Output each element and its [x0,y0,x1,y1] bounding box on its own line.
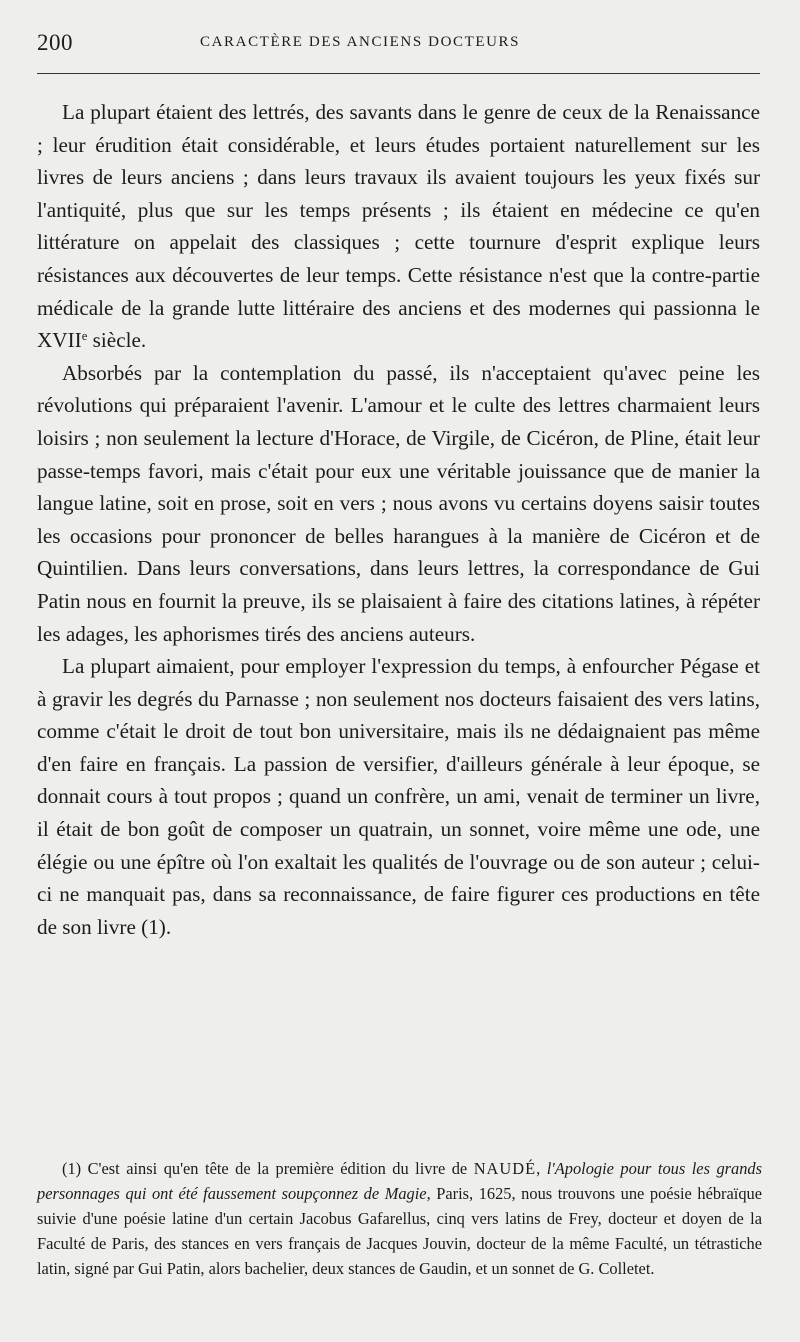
footnote-book-title: l'Apologie pour tous les grands personnages qui ont été faussement soupçonnez de Magie [37,1159,762,1204]
footnote-author: NAUDÉ [473,1159,537,1179]
main-text [37,96,760,943]
header-rule [37,73,760,74]
century-numeral: XVII [37,328,82,353]
paragraph-1 [37,96,760,357]
paragraph-2: Absorbés par la contemplation du passé, ils n'acceptaient qu'avec peine les révolutions qui préparaient l'avenir. L'amour et le culte des lettres charmaient leurs loisirs ; non seulement la lecture d'Horace, de Virgile, de Cicéron, de Pline, était leur passe-temps favori, mais c'était pour eux une véritable jouissance que de manier la langue latine, soit en prose, soit en vers ; nous avons vu certains doyens saisir toutes les occasions pour prononcer de belles harangues à la manière de Cicéron et de Quintilien. Dans leurs conversations, dans leurs lettres, la correspondance de Gui Patin nous en fournit la preuve, ils se plaisaient à faire des citations latines, à répéter les adages, les aphorismes tirés des anciens auteurs. [37,360,760,646]
footnote-rest: , Paris, 1625, nous trouvons une poésie hébraïque suivie d'une poésie latine d'un certain Jacobus Gafarellus, cinq vers latins de Frey, docteur et doyen de la Faculté de Paris, des stances en vers français de Jacques Jouvin, docteur de la même Faculté, un tétrastiche latin, signé par Gui Patin, alors bachelier, deux stances de Gaudin, et un sonnet de G. Colletet. [37,1184,762,1278]
footnote [37,1157,762,1281]
paragraph-3: La plupart aimaient, pour employer l'expression du temps, à enfourcher Pégase et à gravir les degrés du Parnasse ; non seulement nos docteurs faisaient des vers latins, comme c'était le droit de tout bon universitaire, mais ils ne dédaignaient pas même d'en faire en français. La passion de versifier, d'ailleurs générale à leur époque, se donnait cours à tout propos ; quand un confrère, un ami, venait de terminer un livre, il était de bon goût de composer un quatrain, un sonnet, voire même une ode, une élégie ou une épître où l'on exaltait les qualités de l'ouvrage ou de son auteur ; celui-ci ne manquait pas, dans sa reconnaissance, de faire figurer ces productions en tête de son livre (1). [37,654,760,939]
paragraph-1-text: La plupart étaient des lettrés, des savants dans le genre de ceux de la Renaissance ; leur érudition était considérable, et leurs études portaient naturellement sur les livres de leurs anciens ; dans leurs travaux ils avaient toujours les yeux fixés sur l'antiquité, plus que sur les temps présents ; ils étaient en médecine ce qu'en littérature on appelait des classiques ; cette tournure d'esprit explique leurs résistances aux découvertes de leur temps. Cette résistance n'est que la contre-partie médicale de la grande lutte littéraire des anciens et des modernes qui passionna le [37,100,760,320]
page-number: 200 [37,30,73,55]
running-title: CARACTÈRE DES ANCIENS DOCTEURS [200,34,521,50]
running-head [37,28,760,64]
century-superscript: e [81,329,88,344]
footnote-lead: (1) C'est ainsi qu'en tête de la première édition du livre de [62,1159,474,1179]
footnote-comma: , [536,1159,547,1179]
paragraph-1-end: siècle. [87,328,147,353]
